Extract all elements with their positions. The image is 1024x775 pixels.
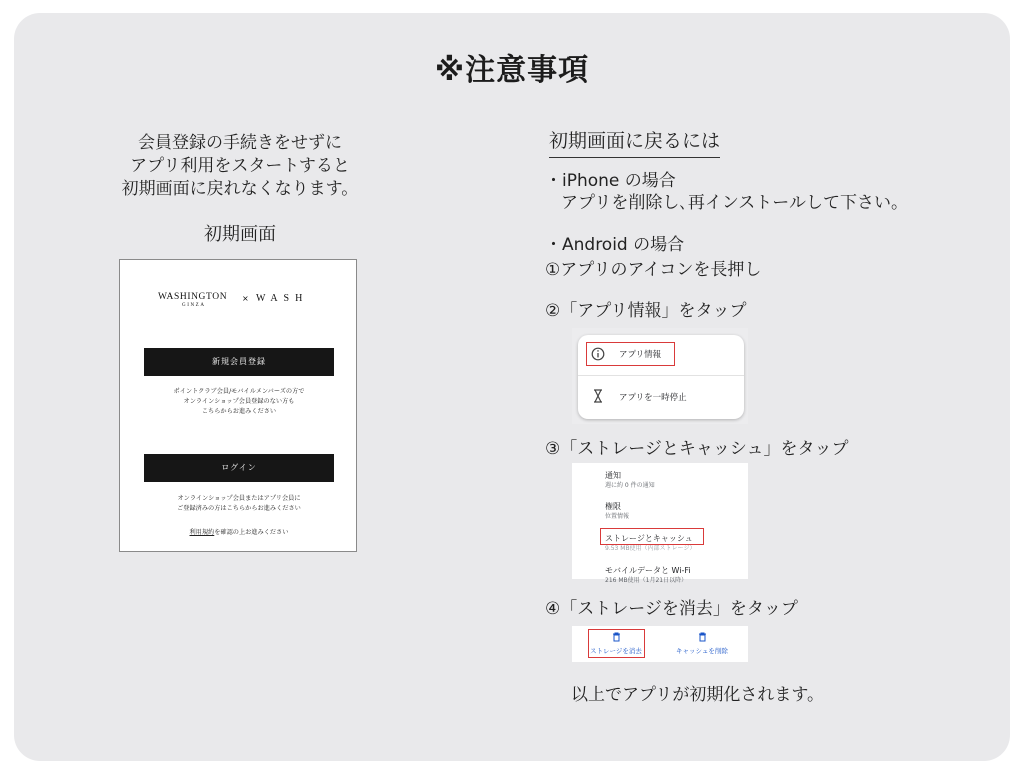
register-note-line: ポイントクラブ会員/モバイルメンバーズの方で [173, 388, 305, 395]
notifications-row-title[interactable]: 通知 [605, 471, 621, 480]
logo-ginza: GINZA [182, 303, 206, 308]
android-title: ・Android の場合 [545, 235, 685, 255]
step-2: ②「アプリ情報」をタップ [545, 301, 747, 321]
register-note-line: オンラインショップ会員登録のない方も [183, 398, 295, 405]
highlight-storage [600, 528, 704, 545]
storage-row-title[interactable]: ストレージとキャッシュ [605, 534, 693, 543]
storage-actions-screenshot [572, 626, 748, 662]
mobile-data-row-title[interactable]: モバイルデータと Wi-Fi [605, 566, 691, 575]
login-note-line: ご登録済みの方はこちらからお進みください [177, 505, 301, 512]
clear-cache-button[interactable]: キャッシュを削除 [676, 647, 728, 655]
highlight-app-info [586, 342, 675, 366]
step-4: ④「ストレージを消去」をタップ [545, 599, 798, 619]
trash-icon [698, 632, 707, 642]
footer-text: 以上でアプリが初期化されます。 [571, 685, 824, 705]
permissions-row-title[interactable]: 権限 [605, 502, 621, 511]
terms-line [130, 528, 348, 538]
intro-line: アプリ利用をスタートすると [130, 156, 350, 176]
terms-suffix: を確認の上お進みください [214, 529, 289, 536]
register-note [130, 387, 348, 417]
step-1: ①アプリのアイコンを長押し [545, 260, 762, 280]
step-3: ③「ストレージとキャッシュ」をタップ [545, 439, 849, 459]
intro-line: 初期画面に戻れなくなります。 [121, 179, 359, 199]
storage-row-sub: 9.53 MB使用（内部ストレージ） [605, 545, 696, 552]
intro-text [100, 132, 380, 201]
initial-screen-screenshot [119, 259, 357, 552]
menu-item-pause-app[interactable]: アプリを一時停止 [619, 393, 687, 403]
page-title: ※注意事項 [434, 53, 590, 88]
notifications-row-sub: 週に約 0 件の通知 [605, 482, 655, 489]
register-button[interactable]: 新規会員登録 [144, 348, 334, 376]
login-note-line: オンラインショップ会員またはアプリ会員に [177, 495, 301, 502]
hourglass-icon [592, 389, 604, 403]
intro-line: 会員登録の手続きをせずに [138, 133, 342, 153]
logo-washington: WASHINGTON [158, 292, 228, 302]
app-logo [120, 292, 358, 312]
clear-storage-button[interactable]: ストレージを消去 [590, 647, 642, 655]
app-info-screenshot [572, 328, 748, 424]
logo-cross: × [242, 294, 249, 303]
mobile-data-row-sub: 216 MB使用（1月21日以降） [605, 577, 688, 584]
terms-link[interactable]: 利用規約 [189, 529, 215, 536]
login-button[interactable]: ログイン [144, 454, 334, 482]
login-note [130, 494, 348, 514]
menu-divider [578, 375, 744, 376]
register-note-line: こちらからお進みください [201, 408, 277, 415]
highlight-clear-storage [588, 629, 645, 658]
permissions-row-sub: 位置情報 [605, 513, 630, 520]
logo-wash: WASH [256, 293, 309, 304]
iphone-text: アプリを削除し､再インストールして下さい。 [561, 193, 908, 213]
reset-heading: 初期画面に戻るには [549, 126, 720, 158]
initial-screen-label: 初期画面 [204, 224, 276, 245]
menu-item-app-info[interactable]: アプリ情報 [619, 350, 662, 360]
iphone-title: ・iPhone の場合 [545, 171, 676, 191]
app-settings-screenshot [572, 463, 748, 584]
